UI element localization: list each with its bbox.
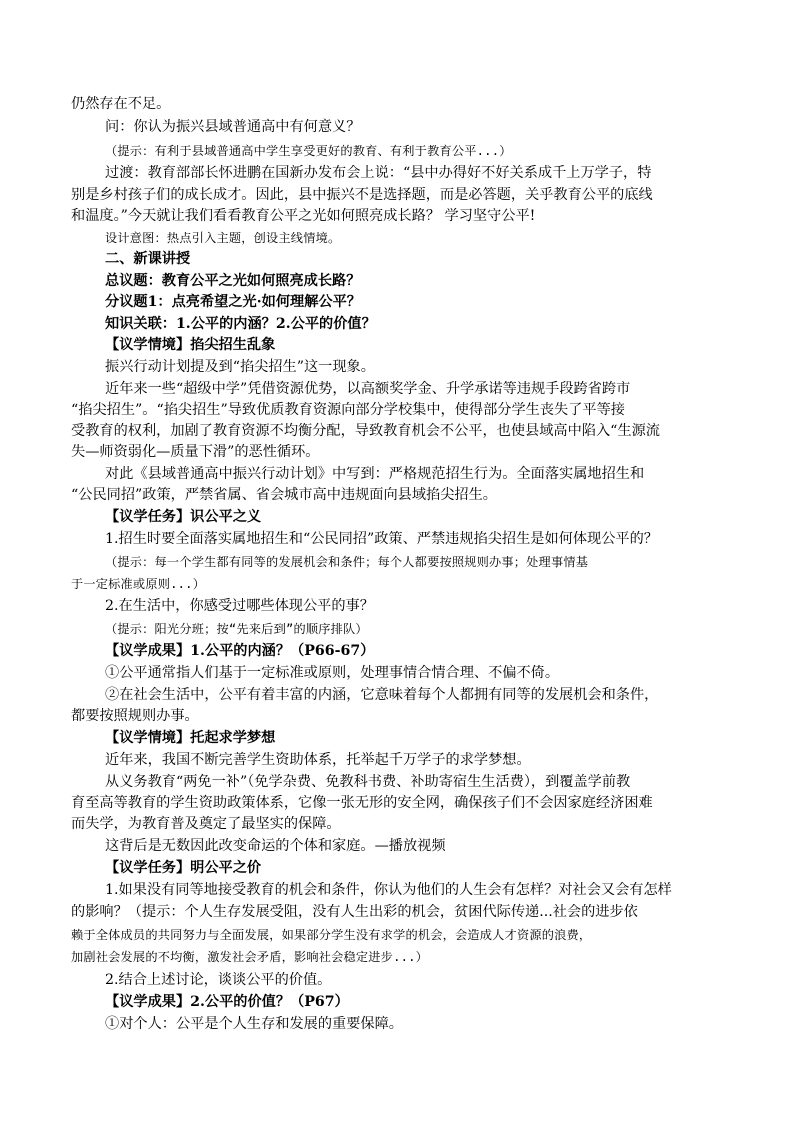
question-line: 1.招生时要全面落实属地招生和“公民同招”政策、严禁违规掐尖招生是如何体现公平的？ [105,531,658,547]
text-line: 对此《县域普通高中振兴行动计划》中写到：严格规范招生行为。全面落实属地招生和 [105,466,645,482]
hint-line: 设计意图：热点引入主题，创设主线情境。 [105,231,341,245]
result-heading: 【议学成果】1.公平的内涵？（P66-67） [105,643,375,659]
task-heading: 【议学任务】明公平之价 [105,860,262,876]
section-heading: 二、新课讲授 [105,251,191,267]
sub-topic-heading: 分议题1：点亮希望之光·如何理解公平？ [105,294,361,310]
result-heading: 【议学成果】2.公平的价值？（P67） [105,994,349,1010]
text-line: ①对个人：公平是个人生存和发展的重要保障。 [105,1016,403,1032]
text-line: 这背后是无数因此改变命运的个体和家庭。—播放视频 [105,838,446,854]
text-line: 近年来，我国不断完善学生资助体系，托举起千万学子的求学梦想。 [105,752,531,768]
hint-line: （提示：有利于县域普通高中学生享受更好的教育、有利于教育公平...） [105,144,512,158]
text-line: 和温度。”今天就让我们看看教育公平之光如何照亮成长路？ 学习坚守公平! [71,208,536,224]
text-line: “公民同招”政策，严禁省属、省会城市高中违规面向县域掐尖招生。 [71,487,497,503]
text-line: 问：你认为振兴县域普通高中有何意义？ [105,119,361,135]
text-line: 别是乡村孩子们的成长成才。因此，县中振兴不是选择题，而是必答题，关乎教育公平的底线 [71,187,653,203]
hint-line: （提示：阳光分班；按“先来后到”的顺序排队） [105,622,368,636]
text-line: 仍然存在不足。 [71,96,171,112]
text-line: 育至高等教育的学生资助政策体系，它像一张无形的安全网，确保孩子们不会因家庭经济困难 [71,795,653,811]
main-topic-heading: 总议题：教育公平之光如何照亮成长路？ [105,273,361,289]
text-line: 受教育的权利，加剧了教育资源不均衡分配，导致教育机会不公平，也使县域高中陷入“生源流 [71,423,660,439]
question-line: 2.在生活中，你感受过哪些体现公平的事？ [105,598,374,614]
text-line: “掐尖招生”。“掐尖招生”导致优质教育资源向部分学校集中，使得部分学生丧失了平等接 [71,402,625,418]
hint-line: 加剧社会发展的不均衡，激发社会矛盾，影响社会稳定进步...） [71,950,429,964]
hint-line: 赖于全体成员的共同努力与全面发展，如果部分学生没有求学的机会，会造成人才资源的浪费， [71,928,592,942]
text-line: 近年来一些“超级中学”凭借资源优势，以高额奖学金、升学承诺等违规手段跨省跨市 [105,381,631,397]
text-line: 都要按照规则办事。 [71,708,199,724]
situation-heading: 【议学情境】托起求学梦想 [105,730,276,746]
text-line: 而失学，为教育普及奠定了最坚实的保障。 [71,816,341,832]
hint-line: 于一定标准或原则...） [71,577,206,591]
text-line: 振兴行动计划提及到“掐尖招生”这一现象。 [105,359,375,375]
knowledge-link-heading: 知识关联：1.公平的内涵？2.公平的价值？ [105,316,376,332]
text-line: ②在社会生活中，公平有着丰富的内涵，它意味着每个人都拥有同等的发展机会和条件， [105,687,659,703]
situation-heading: 【议学情境】掐尖招生乱象 [105,337,276,353]
task-heading: 【议学任务】识公平之义 [105,509,262,525]
question-line: 1.如果没有同等地接受教育的机会和条件，你认为他们的人生会有怎样？对社会又会有怎样 [105,882,672,898]
text-line: 过渡：教育部部长怀进鹏在国新办发布会上说：“县中办得好不好关系成千上万学子，特 [105,165,652,181]
text-line: 失—师资弱化—质量下滑”的恶性循环。 [71,444,320,460]
question-line: 2.结合上述讨论，谈谈公平的价值。 [105,972,332,988]
text-line: 从义务教育“两免一补”（免学杂费、免教科书费、补助寄宿生生活费），到覆盖学前教 [105,774,631,790]
hint-line: （提示：每一个学生都有同等的发展机会和条件；每个人都要按照规则办事；处理事情基 [105,555,589,569]
text-line: ①公平通常指人们基于一定标准或原则，处理事情合情合理、不偏不倚。 [105,665,560,681]
question-line: 的影响？（提示：个人生存发展受阻，没有人生出彩的机会，贫困代际传递...社会的进步依 [71,904,638,920]
